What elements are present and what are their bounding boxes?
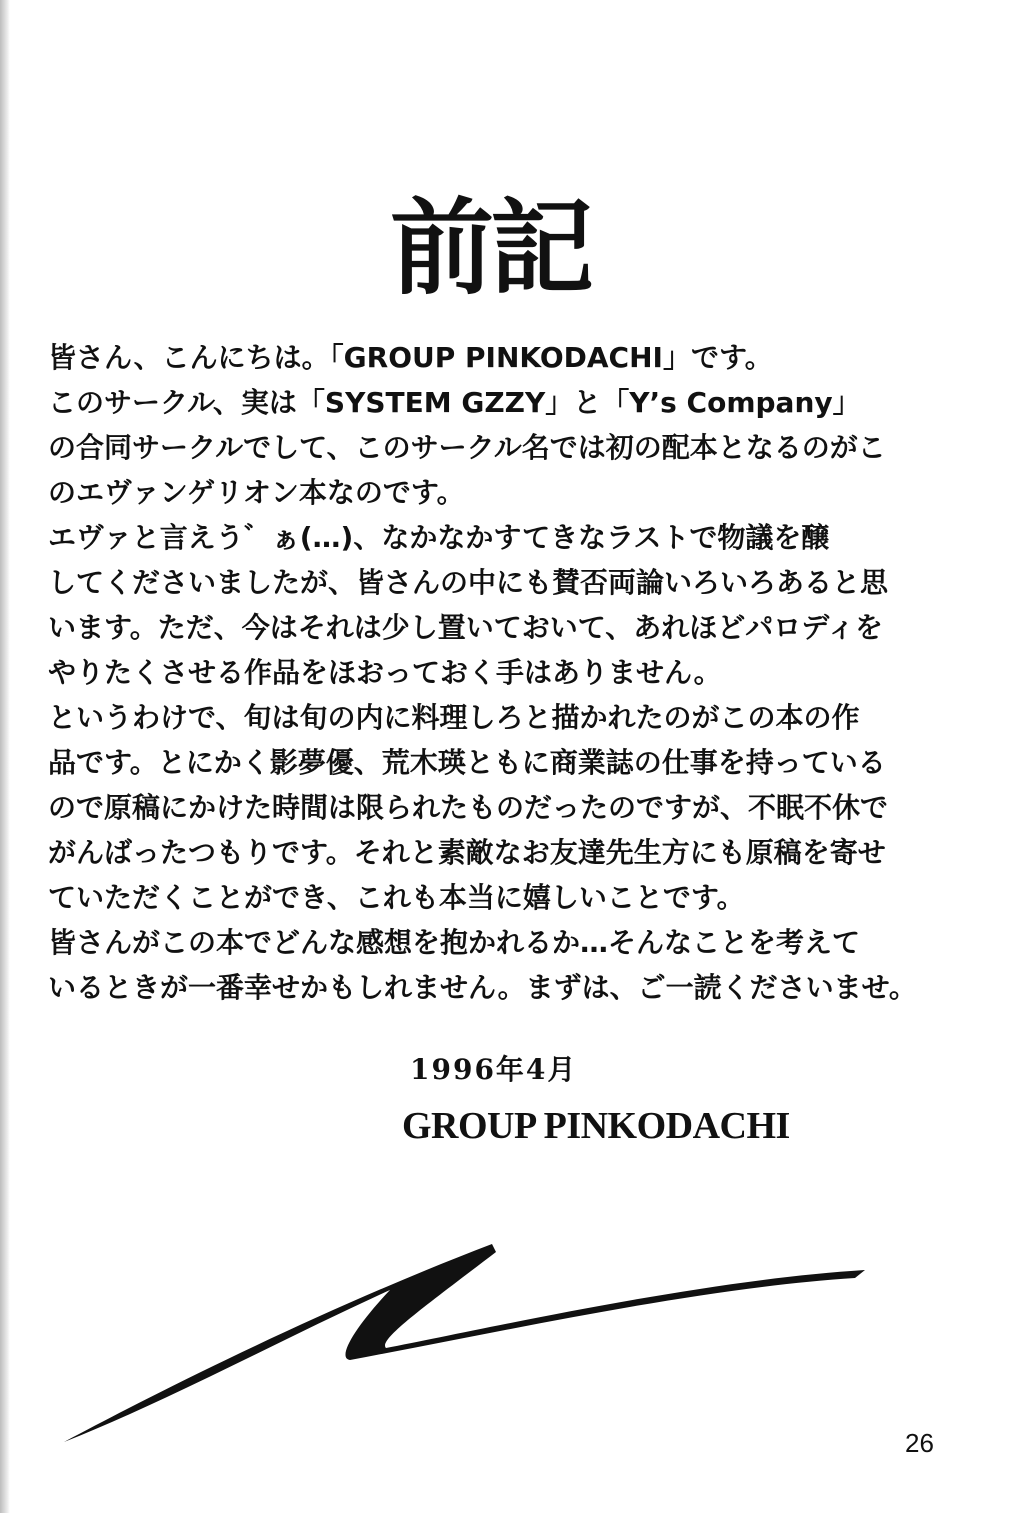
text-line: のエヴァンゲリオン本なのです。 bbox=[48, 476, 465, 509]
text-line: 皆さん、こんにちは。「GROUP PINKODACHI」です。 bbox=[48, 341, 773, 374]
text-line: というわけで、旬は旬の内に料理しろと描かれたのがこの本の作 bbox=[48, 701, 860, 734]
signature-name: GROUP PINKODACHI bbox=[402, 1105, 790, 1147]
foreword-body bbox=[48, 335, 948, 1010]
text-line: このサークル、実は「SYSTEM GZZY」と「Y’s Company」 bbox=[48, 386, 861, 419]
brush-stroke-path bbox=[64, 1244, 865, 1442]
text-line: がんばったつもりです。それと素敵なお友達先生方にも原稿を寄せ bbox=[48, 836, 886, 869]
text-line: 皆さんがこの本でどんな感想を抱かれるか…そんなことを考えて bbox=[48, 926, 861, 959]
text-line: います。ただ、今はそれは少し置いておいて、あれほどパロディを bbox=[48, 611, 883, 644]
text-line: やりたくさせる作品をほおっておく手はありません。 bbox=[48, 656, 722, 689]
decorative-brush-stroke bbox=[60, 1230, 880, 1450]
page-number: 26 bbox=[905, 1428, 934, 1458]
page-binding-edge bbox=[0, 0, 10, 1513]
text-line: ていただくことができ、これも本当に嬉しいことです。 bbox=[48, 881, 745, 914]
page-title: 前記 bbox=[389, 187, 590, 309]
signature-date: 1996年4月 bbox=[410, 1053, 578, 1086]
text-line: 品です。とにかく影夢優、荒木瑛ともに商業誌の仕事を持っている bbox=[48, 746, 886, 779]
text-line: してくださいましたが、皆さんの中にも賛否両論いろいろあると思 bbox=[48, 566, 889, 599]
text-line: いるときが一番幸せかもしれません。まずは、ご一読くださいませ。 bbox=[48, 971, 917, 1004]
text-line: の合同サークルでして、このサークル名では初の配本となるのがこ bbox=[48, 431, 886, 464]
text-line: ので原稿にかけた時間は限られたものだったのですが、不眠不休で bbox=[48, 791, 889, 824]
text-line: エヴァと言えう゛ぁ(…)、なかなかすてきなラストで物議を醸 bbox=[48, 521, 830, 554]
